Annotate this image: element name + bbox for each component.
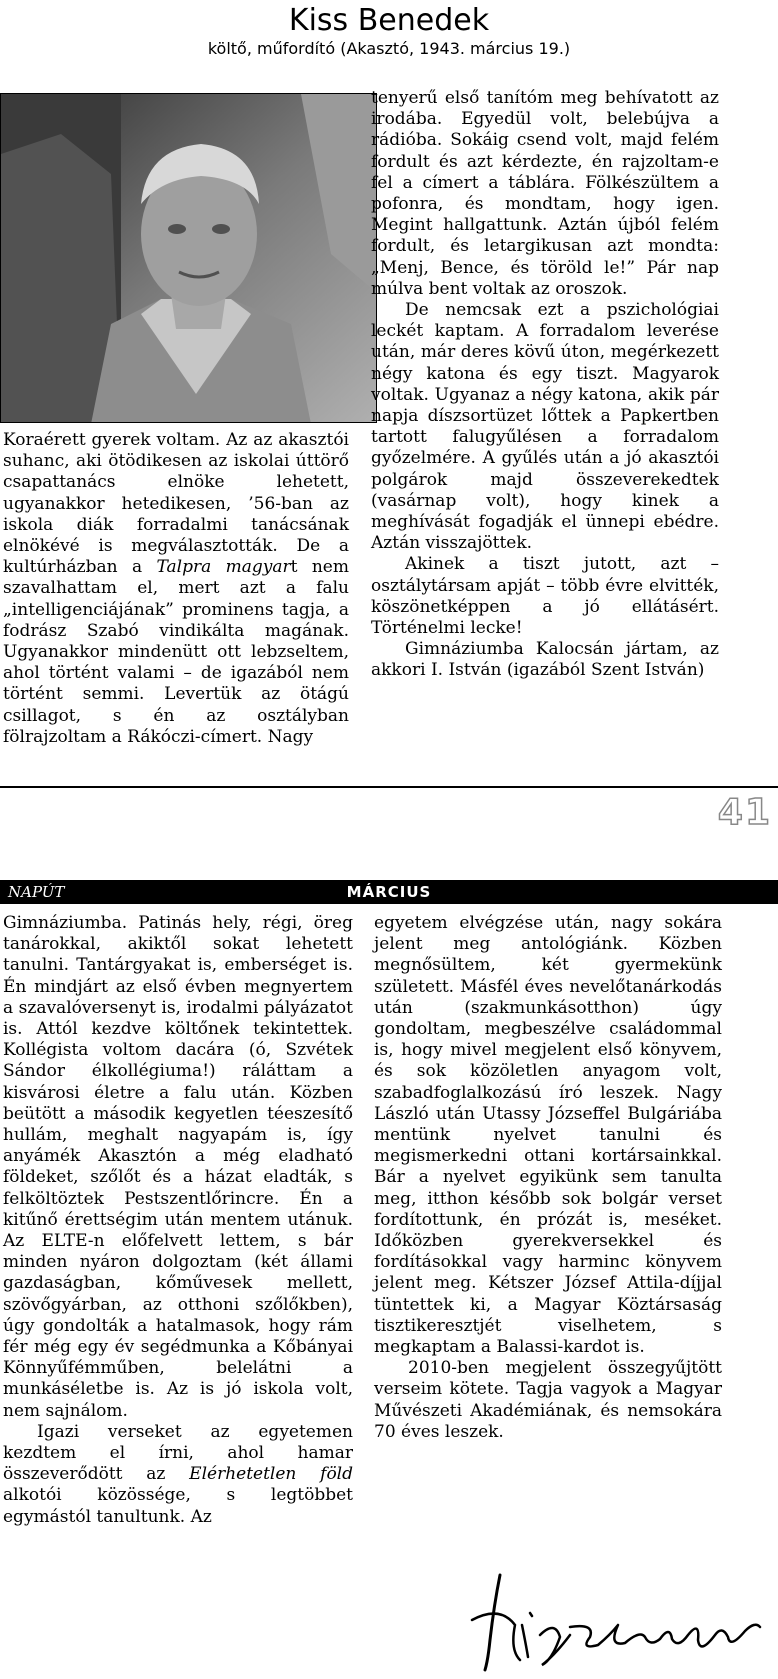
paragraph: 2010-ben megjelent összegyűjtött verseim kötete. Tagja vagyok a Magyar Művészeti Akadémiának, és nemsokára 70 éves leszek. xyxy=(374,1358,722,1442)
paragraph-text: Igazi verseket az egyetemen kezdtem el írni, ahol hamar összeverődött az xyxy=(3,1421,353,1485)
portrait-photo xyxy=(0,93,377,423)
paragraph xyxy=(3,430,349,748)
paragraph xyxy=(3,913,353,1422)
author-subtitle: költő, műfordító (Akasztó, 1943. március 19.) xyxy=(207,39,571,58)
page-number: 41 xyxy=(717,792,772,833)
lower-left-column xyxy=(3,913,353,1528)
italic-title: Elérhetetlen föld xyxy=(189,1464,353,1485)
author-signature xyxy=(460,1565,775,1675)
upper-left-column xyxy=(3,430,349,748)
section-rule xyxy=(0,786,778,788)
portrait-image xyxy=(1,94,377,423)
paragraph: Akinek a tiszt jutott, azt – osztálytársam apját – több évre elvitték, köszönetképpen a jó ellátásért. Történelmi lecke! xyxy=(371,554,719,639)
magazine-name: NAPÚT xyxy=(8,883,65,901)
page-title: Kiss Benedek xyxy=(288,3,490,38)
paragraph xyxy=(3,1422,353,1528)
signature-drawing xyxy=(460,1565,775,1675)
paragraph-text: alkotói közössége, s legtöbbet egymástól tanultunk. Az xyxy=(3,1485,353,1527)
issue-month: MÁRCIUS xyxy=(346,883,432,901)
paragraph: egyetem elvégzése után, nagy sokára jelent meg antológiánk. Közben megnősültem, két gyermekünk született. Másfél éves nevelőtanárkodás után (szakmunkásotthon) úgy gondoltam, megbeszélve családommal is, hogy mivel megjelent első könyvem, és sok közöletlen anyagom volt, szabadfoglalkozású író leszek. Nagy László után Utassy Józseffel Bulgáriába mentünk nyelvet tanulni és megismerkedni ottani kortársainkkal. Bár a nyelvet egyikünk sem tanulta meg, itthon később sok bolgár verset fordítottunk, én prózát is, meséket. Időközben gyerekversekkel és fordításokkal vagy harminc könyvem jelent meg. Kétszer József Attila-díjjal tüntettek ki, a Magyar Köztársaság tisztikeresztjét viselhetem, s megkaptam a Balassi-kardot is. xyxy=(374,913,722,1358)
italic-title: Talpra magyar xyxy=(156,557,291,578)
running-header-band xyxy=(0,880,778,904)
lower-right-column xyxy=(374,913,722,1443)
paragraph-text: t nem szavalhattam el, mert azt a falu „intelligenciájának” prominens tagja, a fodrász Szabó vindikálta magának. Ugyanakkor mindenütt ott lebzseltem, ahol történt valami – de igazából nem történt semmi. Levertük az ötágú csillagot, s én az osztályban fölrajzoltam a Rákóczi-címert. Nagy xyxy=(3,557,349,747)
paragraph-text: Koraérett gyerek voltam. Az az akasztói suhanc, aki ötödikesen az iskolai úttörő csapattanács elnöke lehetett, ugyanakkor hetedikesen, ’56-ban az iskola diák forradalmi tanácsának elnökévé is megválasztották. De a kultúrházban a xyxy=(3,430,349,578)
paragraph: Gimnáziumba Kalocsán jártam, az akkori I. István (igazából Szent István) xyxy=(371,639,719,681)
paragraph: tenyerű első tanítóm meg behívatott az irodába. Egyedül volt, belebújva a rádióba. Sokáig csend volt, majd felém fordult és azt kérdezte, én rajzoltam-e fel a címert a táblára. Fölkészültem a pofonra, és mondtam, hogy igen. Megint hallgattunk. Aztán újból felém fordult, és letargikusan azt mondta: „Menj, Bence, és töröld le!” Pár nap múlva bent voltak az oroszok. xyxy=(371,88,719,299)
upper-right-column xyxy=(371,88,719,682)
paragraph: De nemcsak ezt a pszichológiai leckét kaptam. A forradalom leverése után, már deres kövű úton, megérkezett négy katona és egy tiszt. Magyarok voltak. Ugyanaz a négy katona, akik pár napja díszsortüzet lőttek a Papkertben tartott falugyűlésen a forradalom győzelmére. A gyűlés után a jó akasztói polgárok majd összeverekedtek (vasárnap volt), hogy kinek a meghívását fogadják el ünnepi ebédre. Aztán visszajöttek. xyxy=(371,300,719,554)
paragraph-text: Gimnáziumba. Patinás hely, régi, öreg tanárokkal, akiktől sokat lehetett tanulni. Tantárgyakat is, emberséget is. Én mindjárt az első évben megnyertem a szavalóversenyt is, irodalmi pályázatot is. Attól kezdve költőnek tekintettek. Kollégista voltom dacára (ó, Szvétek Sándor élkollégiuma!) ráláttam a kisvárosi életre a falu után. Közben beütött a második kegyetlen téeszesítő hullám, meghalt nagyapám is, így anyámék Akasztón a még eladható földeket, szőlőt és a házat eladták, s felköltöztek Pestszentlőrincre. Én a kitűnő érettségim után mentem utánuk. Az ELTE-n előfelvett lettem, s bár minden nyáron dolgoztam (két állami gazdaságban, kőművesek mellett, szövőgyárban, az otthoni szőlőkben), úgy gondolták a hatalmasok, hogy rám fér még egy év segédmunka a Kőbányai Könnyűfémműben, belelátni a munkáséletbe is. Az is jó iskola volt, nem sajnálom. xyxy=(3,913,353,1421)
